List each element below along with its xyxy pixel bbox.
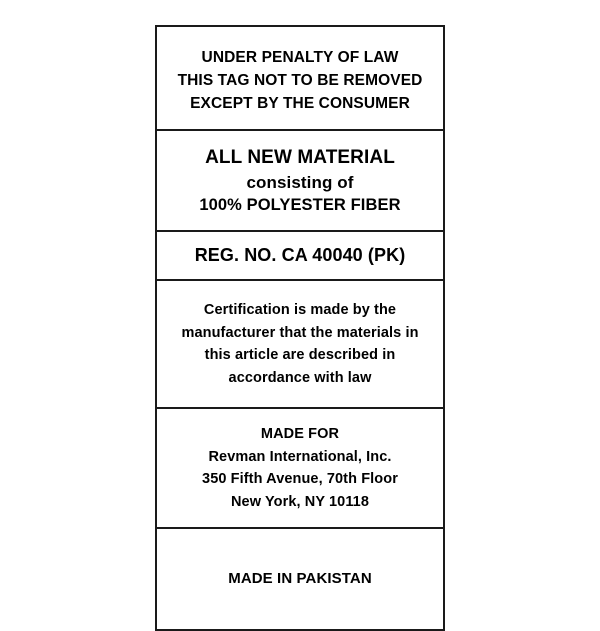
country-of-origin-section (157, 529, 443, 629)
certification-line-1: Certification is made by the (203, 302, 397, 319)
country-of-origin-text: MADE IN PAKISTAN (228, 570, 372, 588)
material-content: 100% POLYESTER FIBER (199, 196, 401, 215)
penalty-notice-line-1: UNDER PENALTY OF LAW (201, 49, 399, 66)
certification-line-3: this article are described in (204, 347, 396, 364)
material-section (157, 131, 443, 232)
made-for-heading: MADE FOR (260, 426, 340, 443)
certification-line-4: accordance with law (228, 369, 372, 386)
certification-line-2: manufacturer that the materials in (181, 324, 419, 341)
made-for-section (157, 409, 443, 529)
registration-section (157, 232, 443, 281)
made-for-city: New York, NY 10118 (230, 493, 370, 510)
penalty-notice-line-2: THIS TAG NOT TO BE REMOVED (177, 71, 423, 89)
made-for-company: Revman International, Inc. (208, 448, 392, 465)
registration-number: REG. NO. CA 40040 (PK) (194, 245, 406, 266)
certification-section (157, 281, 443, 409)
penalty-notice-section (157, 27, 443, 131)
made-for-street: 350 Fifth Avenue, 70th Floor (202, 471, 398, 488)
care-label-tag (155, 25, 445, 631)
material-heading: ALL NEW MATERIAL (205, 147, 395, 169)
material-connector: consisting of (246, 172, 354, 192)
penalty-notice-line-3: EXCEPT BY THE CONSUMER (190, 94, 410, 112)
